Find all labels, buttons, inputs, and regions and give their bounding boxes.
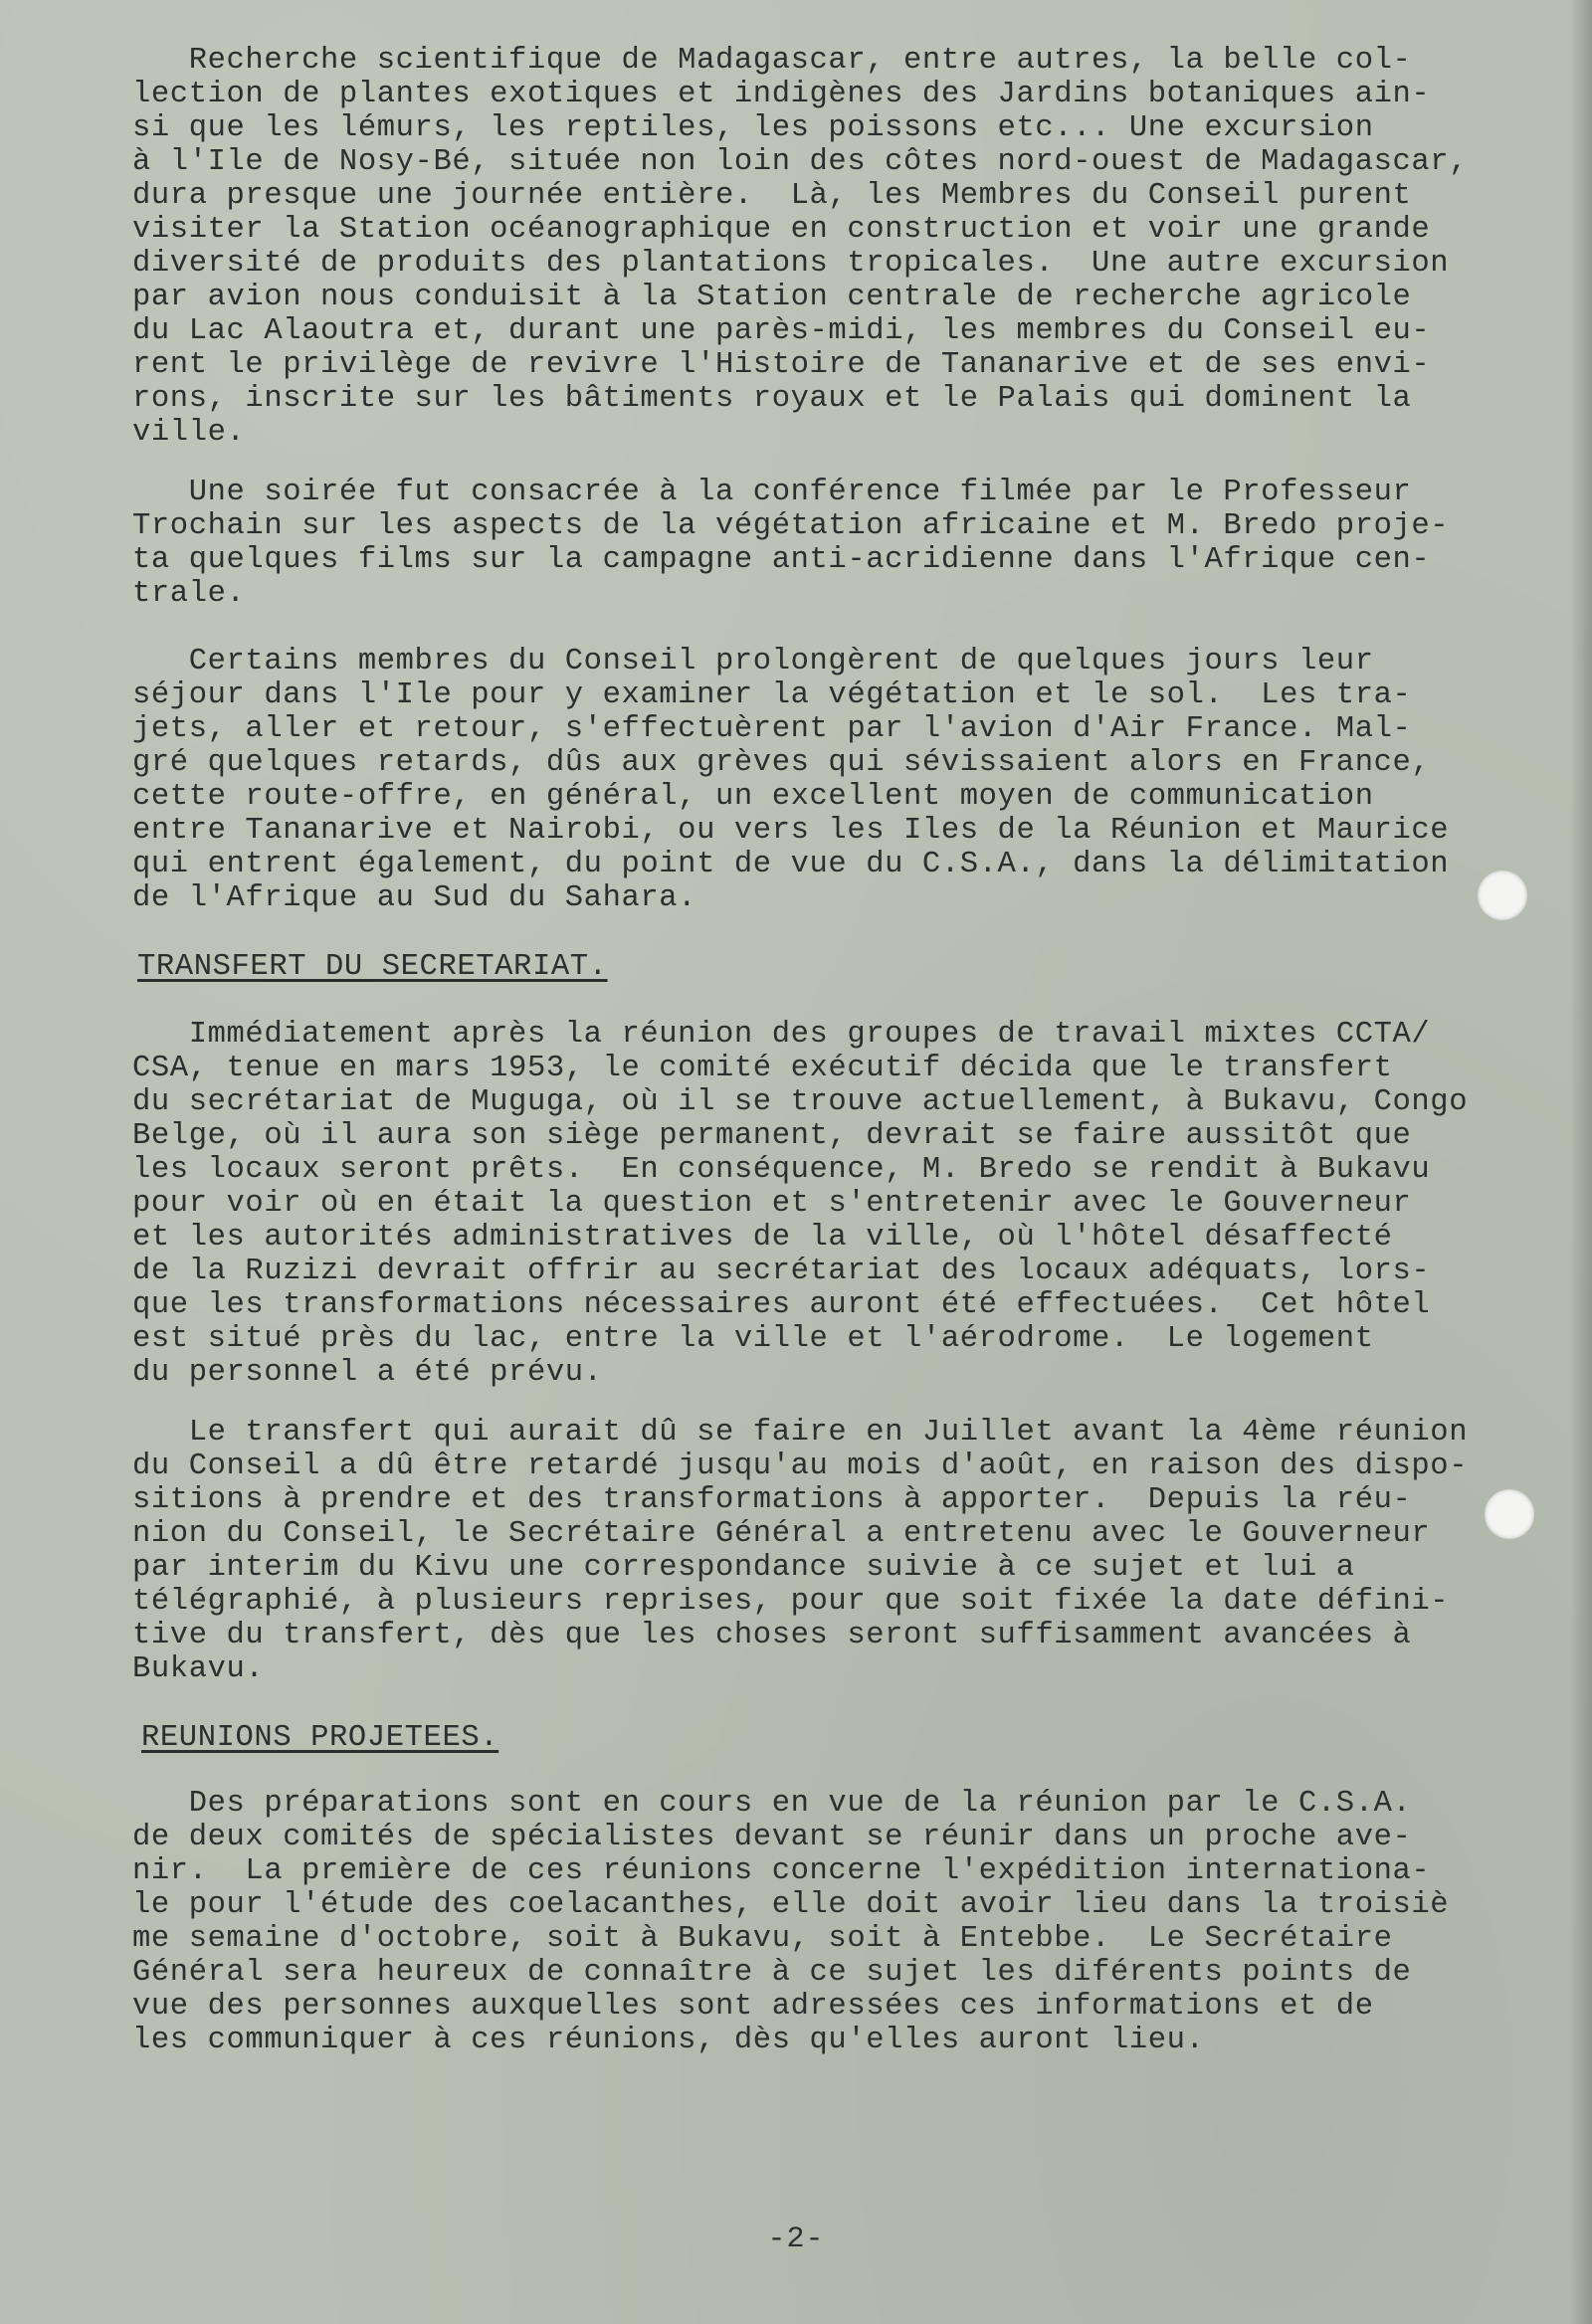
text-line: diversité de produits des plantations tropicales. Une autre excursion	[132, 247, 1450, 281]
section-heading-reunions	[141, 1721, 1554, 1755]
text-line: de l'Afrique au Sud du Sahara.	[132, 881, 697, 915]
text-line: les locaux seront prêts. En conséquence, M. Bredo se rendit à Bukavu	[132, 1153, 1431, 1187]
text-line: et les autorités administratives de la ville, où l'hôtel désaffecté	[132, 1221, 1393, 1255]
text-line: si que les lémurs, les reptiles, les poissons etc... Une excursion	[132, 111, 1374, 145]
text-line: nion du Conseil, le Secrétaire Général a entretenu avec le Gouverneur	[132, 1517, 1431, 1551]
text-line: entre Tananarive et Nairobi, ou vers les Iles de la Réunion et Maurice	[132, 814, 1450, 848]
text-line: tive du transfert, dès que les choses seront suffisamment avancées à	[132, 1619, 1412, 1652]
text-line: visiter la Station océanographique en construction et voir une grande	[132, 213, 1431, 247]
text-line: télégraphié, à plusieurs reprises, pour que soit fixée la date défini-	[132, 1585, 1450, 1619]
text-line: Des préparations sont en cours en vue de la réunion par le C.S.A.	[132, 1787, 1412, 1821]
text-line: Général sera heureux de connaître à ce sujet les diférents points de	[132, 1956, 1412, 1990]
text-line: gré quelques retards, dûs aux grèves qui sévissaient alors en France,	[132, 746, 1431, 780]
text-line: de la Ruzizi devrait offrir au secrétariat des locaux adéquats, lors-	[132, 1255, 1431, 1288]
text-line: dura presque une journée entière. Là, les Membres du Conseil purent	[132, 179, 1412, 213]
text-line: Certains membres du Conseil prolongèrent de quelques jours leur	[132, 645, 1374, 678]
text-line: trale.	[132, 577, 246, 611]
text-line: Une soirée fut consacrée à la conférence filmée par le Professeur	[132, 476, 1412, 509]
text-line: ta quelques films sur la campagne anti-acridienne dans l'Afrique cen-	[132, 543, 1431, 577]
text-line: le pour l'étude des coelacanthes, elle doit avoir lieu dans la troisiè	[132, 1888, 1450, 1922]
paragraph-extended-stay	[132, 645, 1545, 915]
text-line: à l'Ile de Nosy-Bé, située non loin des côtes nord-ouest de Madagascar,	[132, 145, 1469, 179]
text-line: Belge, où il aura son siège permanent, devrait se faire aussitôt que	[132, 1119, 1412, 1153]
heading-text: TRANSFERT DU SECRETARIAT.	[137, 950, 608, 984]
text-line: rent le privilège de revivre l'Histoire de Tananarive et de ses envi-	[132, 348, 1431, 382]
text-line: du Conseil a dû être retardé jusqu'au mois d'août, en raison des dispo-	[132, 1450, 1469, 1483]
text-line: vue des personnes auxquelles sont adressées ces informations et de	[132, 1990, 1374, 2024]
text-line: sitions à prendre et des transformations à apporter. Depuis la réu-	[132, 1483, 1412, 1517]
paragraph-film-evening	[132, 476, 1545, 611]
page-number: -2-	[767, 2223, 825, 2256]
text-line: qui entrent également, du point de vue du C.S.A., dans la délimitation	[132, 848, 1450, 881]
text-line: que les transformations nécessaires auront été effectuées. Cet hôtel	[132, 1288, 1431, 1322]
text-line: lection de plantes exotiques et indigènes des Jardins botaniques ain-	[132, 78, 1431, 111]
paragraph-planned-meetings	[132, 1787, 1545, 2057]
paragraph-madagascar-visits	[132, 44, 1545, 450]
text-line: est situé près du lac, entre la ville et l'aérodrome. Le logement	[132, 1322, 1374, 1356]
text-line: séjour dans l'Ile pour y examiner la végétation et le sol. Les tra-	[132, 678, 1412, 712]
text-line: Trochain sur les aspects de la végétation africaine et M. Bredo proje-	[132, 509, 1450, 543]
heading-text: REUNIONS PROJETEES.	[141, 1721, 499, 1755]
text-line: Immédiatement après la réunion des groupes de travail mixtes CCTA/	[132, 1018, 1431, 1052]
text-line: par interim du Kivu une correspondance suivie à ce sujet et lui a	[132, 1551, 1355, 1585]
text-line: Le transfert qui aurait dû se faire en Juillet avant la 4ème réunion	[132, 1416, 1469, 1450]
text-line: cette route-offre, en général, un excellent moyen de communication	[132, 780, 1374, 814]
text-line: rons, inscrite sur les bâtiments royaux et le Palais qui dominent la	[132, 382, 1412, 416]
text-line: de deux comités de spécialistes devant se réunir dans un proche ave-	[132, 1821, 1412, 1854]
text-line: Recherche scientifique de Madagascar, entre autres, la belle col-	[132, 44, 1412, 78]
text-line: du secrétariat de Muguga, où il se trouve actuellement, à Bukavu, Congo	[132, 1085, 1469, 1119]
paragraph-transfer-decision	[132, 1018, 1545, 1390]
text-line: du Lac Alaoutra et, durant une parès-midi, les membres du Conseil eu-	[132, 314, 1431, 348]
paragraph-transfer-delay	[132, 1416, 1545, 1686]
text-line: par avion nous conduisit à la Station centrale de recherche agricole	[132, 281, 1412, 314]
text-line: les communiquer à ces réunions, dès qu'elles auront lieu.	[132, 2024, 1205, 2057]
text-line: ville.	[132, 416, 246, 450]
text-line: Bukavu.	[132, 1652, 265, 1686]
section-heading-transfert	[137, 950, 1550, 984]
text-line: du personnel a été prévu.	[132, 1356, 603, 1390]
text-line: me semaine d'octobre, soit à Bukavu, soit à Entebbe. Le Secrétaire	[132, 1922, 1393, 1956]
paper-edge-shadow	[1570, 0, 1592, 2324]
text-line: pour voir où en était la question et s'entretenir avec le Gouverneur	[132, 1187, 1412, 1221]
text-line: nir. La première de ces réunions concerne l'expédition internationa-	[132, 1854, 1431, 1888]
text-line: CSA, tenue en mars 1953, le comité exécutif décida que le transfert	[132, 1052, 1393, 1085]
text-line: jets, aller et retour, s'effectuèrent par l'avion d'Air France. Mal-	[132, 712, 1412, 746]
